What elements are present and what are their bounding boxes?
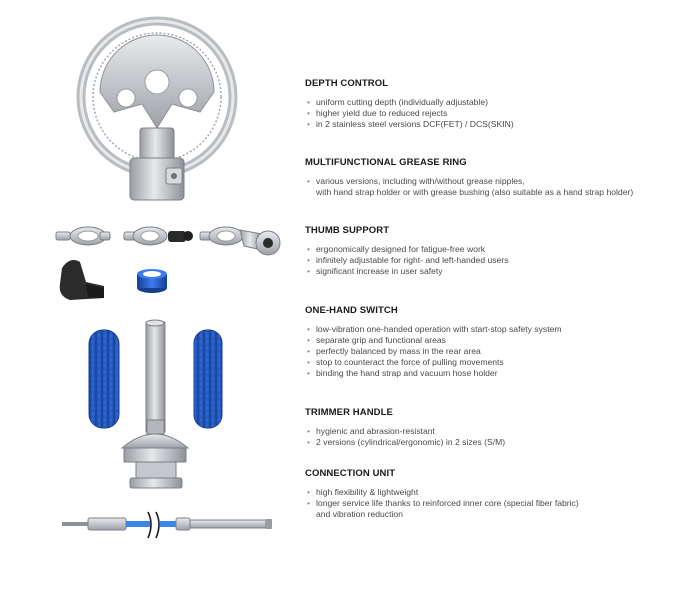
bullet-item: • separate grip and functional areas [305, 335, 695, 346]
grease-ring-icon [56, 227, 280, 255]
section-connection-unit [305, 468, 695, 520]
bullet-item: • longer service life thanks to reinforced inner core (special fiber fabric) and vibration reduction [305, 498, 695, 520]
connection-unit-icon [62, 512, 272, 538]
bullet-item: • significant increase in user safety [305, 266, 695, 277]
section-title: TRIMMER HANDLE [305, 407, 393, 418]
section-title: MULTIFUNCTIONAL GREASE RING [305, 157, 467, 168]
section-title: CONNECTION UNIT [305, 468, 396, 479]
section-grease-ring [305, 157, 695, 198]
product-illustrations [0, 0, 300, 593]
bullet-item: • perfectly balanced by mass in the rear area [305, 346, 695, 357]
section-title: THUMB SUPPORT [305, 225, 390, 236]
bullet-list [305, 244, 695, 277]
bullet-item: • stop to counteract the force of pulling movements [305, 357, 695, 368]
bullet-item: • higher yield due to reduced rejects [305, 108, 695, 119]
bullet-item: • hygienic and abrasion-resistant [305, 426, 695, 437]
bullet-item: • ergonomically designed for fatigue-free work [305, 244, 695, 255]
bullet-item: • infinitely adjustable for right- and left-handed users [305, 255, 695, 266]
blue-ring-icon [137, 269, 167, 293]
section-trimmer-handle [305, 407, 695, 448]
depth-control-wheel-icon [81, 21, 233, 200]
bullet-list [305, 324, 695, 379]
bullet-item: • 2 versions (cylindrical/ergonomic) in 2 sizes (S/M) [305, 437, 695, 448]
bullet-list [305, 426, 695, 448]
section-title: ONE-HAND SWITCH [305, 305, 398, 316]
bullet-item: • various versions, including with/without grease nipples, with hand strap holder or with grease bushing (also suitable as a hand strap holder) [305, 176, 695, 198]
bullet-list [305, 487, 695, 520]
feature-sections [305, 0, 695, 593]
section-one-hand-switch [305, 305, 695, 379]
thumb-support-icon [60, 260, 104, 300]
bullet-item: • in 2 stainless steel versions DCF(FET) / DCS(SKIN) [305, 119, 695, 130]
section-depth-control [305, 78, 695, 130]
bullet-item: • low-vibration one-handed operation with start-stop safety system [305, 324, 695, 335]
bullet-item: • uniform cutting depth (individually adjustable) [305, 97, 695, 108]
bullet-list [305, 176, 695, 198]
bullet-item: • high flexibility & lightweight [305, 487, 695, 498]
one-hand-switch-icon [122, 320, 188, 488]
section-title: DEPTH CONTROL [305, 78, 389, 89]
bullet-list [305, 97, 695, 130]
section-thumb-support [305, 225, 695, 277]
bullet-item: • binding the hand strap and vacuum hose holder [305, 368, 695, 379]
